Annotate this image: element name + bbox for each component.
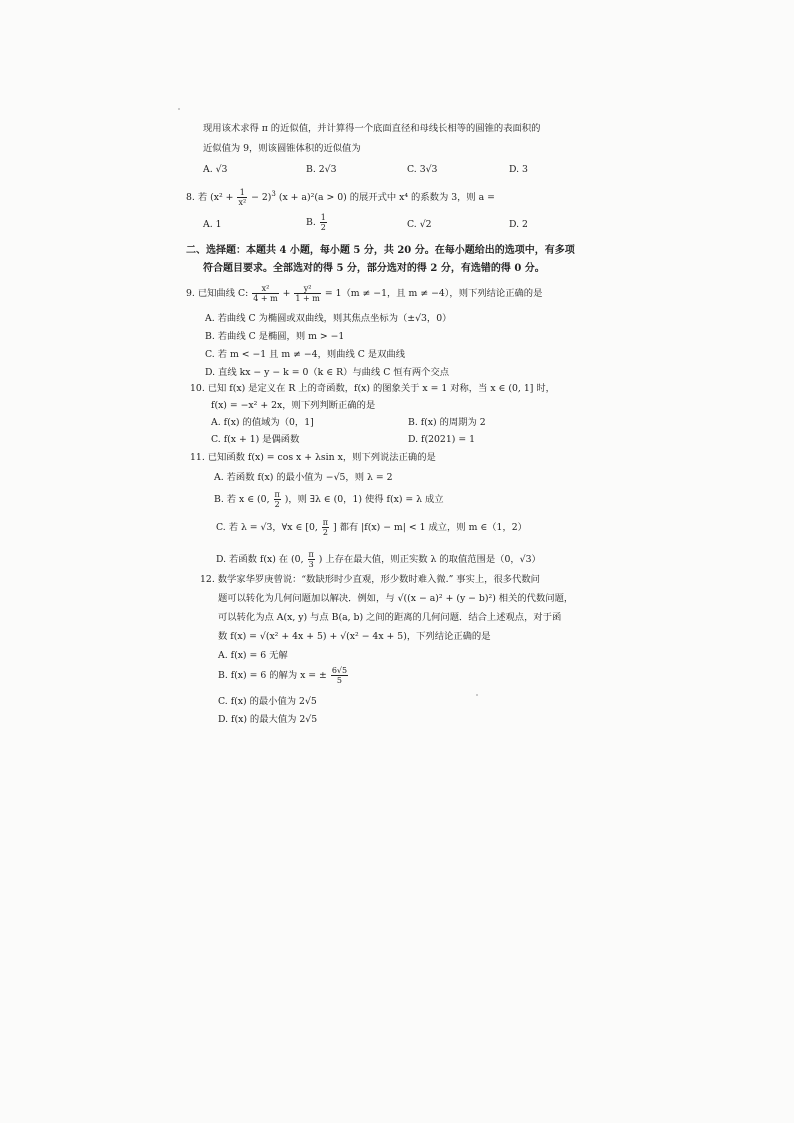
q12-option-c: C. f(x) 的最小值为 2√5	[218, 696, 317, 707]
q11-option-d: D. 若函数 f(x) 在 (0, $\frac{\pi}{3}$ ) 上存在最大值，则正实数 λ 的取值范围是（0，√3）	[216, 550, 541, 569]
q7-option-c: C. 3√3	[407, 164, 438, 175]
q11-option-b: B. 若 x ∈ (0, $\frac{\pi}{2}$ )，则 ∃λ ∈ (0，1) 使得 f(x) = λ 成立	[214, 490, 444, 509]
q7-option-b: B. 2√3	[306, 164, 337, 175]
q8-expr-b: − 2)	[251, 192, 272, 204]
q7-line2: 近似值为 9，则该圆锥体积的近似值为	[203, 143, 361, 154]
q12-line4: 数 f(x) = √(x² + 4x + 5) + √(x² − 4x + 5)，下列结论正确的是	[218, 631, 491, 642]
q12-line1: 12. 数学家华罗庚曾说：“数缺形时少直观，形少数时难入微.” 事实上，很多代数问	[200, 574, 540, 585]
section2-line1: 二、选择题：本题共 4 小题，每小题 5 分，共 20 分。在每小题给出的选项中，有多项	[186, 245, 575, 256]
q10-line2: f(x) = −x² + 2x，则下列判断正确的是	[211, 400, 376, 411]
q11-option-a: A. 若函数 f(x) 的最小值为 −√5，则 λ = 2	[214, 472, 393, 483]
q11-option-c: C. 若 λ = √3，∀x ∈ [0, $\frac{\pi}{2}$ ] 都有 |f(x) − m| < 1 成立，则 m ∈（1，2）	[216, 518, 527, 537]
q9-stem: 9. 已知曲线 C: $\frac{\text{x²}}{4 + m}$ + $\frac{\text{y²}}{1 + m}$ = 1（m ≠ −1，且 m ≠ −4），则下列结论正确的是	[186, 284, 543, 303]
q10-option-b: B. f(x) 的周期为 2	[408, 417, 486, 428]
q8-stem	[186, 187, 495, 207]
q10-option-c: C. f(x + 1) 是偶函数	[211, 434, 300, 445]
q12-option-d: D. f(x) 的最大值为 2√5	[218, 714, 318, 725]
q10-option-a: A. f(x) 的值域为（0，1]	[211, 417, 314, 428]
q8-exponent: 3	[271, 190, 276, 198]
q8-expr-c: (x + a)²(a > 0) 的展开式中 x⁴ 的系数为 3，则 a =	[278, 192, 495, 204]
q8-fraction: $\frac{1}{\text{x²}}$	[238, 188, 247, 208]
q7-option-a: A. √3	[203, 164, 228, 175]
q9-option-b: B. 若曲线 C 是椭圆，则 m > −1	[205, 331, 345, 342]
scan-speck	[476, 694, 478, 696]
q8-option-a: A. 1	[203, 219, 222, 230]
q7-option-d: D. 3	[509, 164, 528, 175]
q9-option-d: D. 直线 kx − y − k = 0（k ∈ R）与曲线 C 恒有两个交点	[205, 367, 450, 378]
q9-option-c: C. 若 m < −1 且 m ≠ −4，则曲线 C 是双曲线	[205, 349, 405, 360]
q7-line1: 现用该术求得 π 的近似值，并计算得一个底面直径和母线长相等的圆锥的表面积的	[203, 123, 541, 134]
q8-option-c: C. √2	[407, 219, 432, 230]
q12-line3: 可以转化为点 A(x, y) 与点 B(a, b) 之间的距离的几何问题．结合上述观点，对于函	[218, 612, 562, 623]
q8-expr-a: (x² +	[210, 192, 234, 204]
q10-line1: 10. 已知 f(x) 是定义在 R 上的奇函数，f(x) 的图象关于 x = 1 对称，当 x ∈ (0, 1] 时，	[190, 383, 555, 394]
q12-option-b: B. f(x) = 6 的解为 x = ± $\frac{6√5}{5}$	[218, 666, 348, 685]
q9-option-a: A. 若曲线 C 为椭圆或双曲线，则其焦点坐标为（±√3，0）	[205, 313, 452, 324]
scan-speck	[178, 108, 180, 110]
q12-line2: 题可以转化为几何问题加以解决．例如，与 √((x − a)² + (y − b)²) 相关的代数问题，	[218, 593, 574, 604]
q8-option-d: D. 2	[509, 219, 528, 230]
q8-option-b: B. $\frac{1}{2}$	[306, 213, 326, 232]
q11-stem: 11. 已知函数 f(x) = cos x + λsin x，则下列说法正确的是	[190, 452, 436, 463]
q8-prefix: 若	[197, 192, 208, 204]
q10-option-d: D. f(2021) = 1	[408, 434, 476, 445]
section2-line2: 符合题目要求。全部选对的得 5 分，部分选对的得 2 分，有选错的得 0 分。	[203, 263, 545, 274]
q12-option-a: A. f(x) = 6 无解	[218, 650, 288, 661]
q8-number: 8.	[186, 192, 195, 204]
